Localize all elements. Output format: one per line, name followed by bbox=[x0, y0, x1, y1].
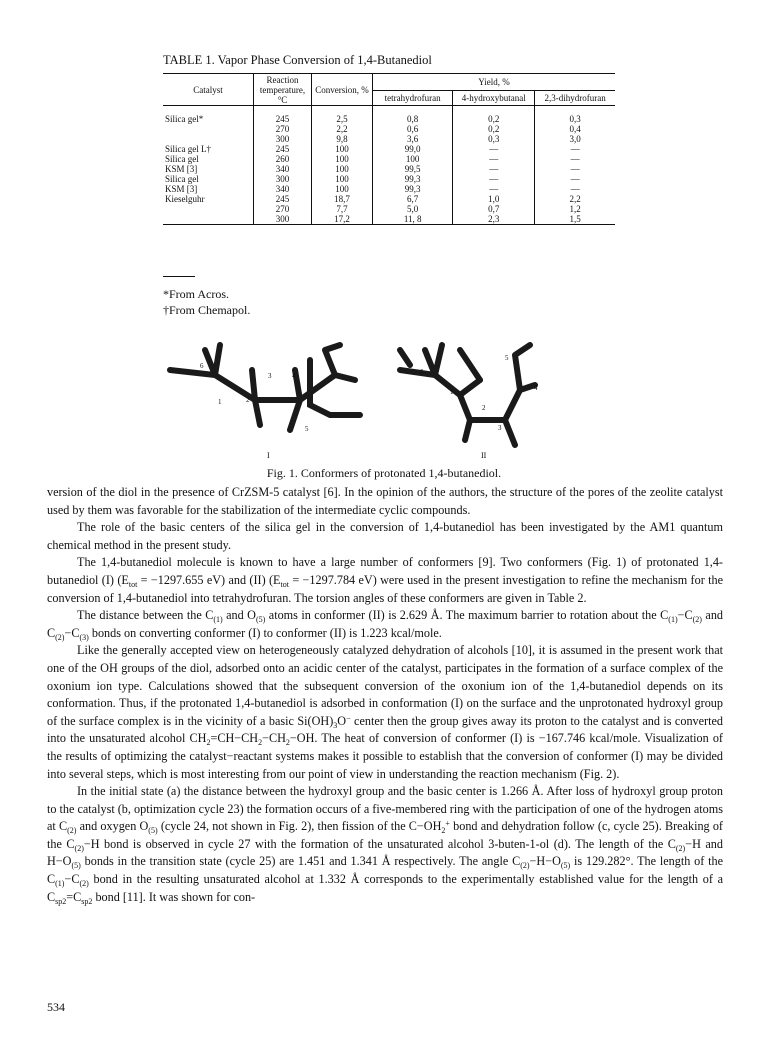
thf-cell: 99,0 100 99,5 99,3 99,3 6,7 5,0 11, 8 bbox=[373, 144, 453, 225]
conformer-label-II: II bbox=[481, 451, 487, 460]
paragraph: The distance between the $C_{(1)}$ and $O_{(5)}$ atoms in conformer (II) is 2.629 Å. The maximum barrier to rotation about the $C_{(1)}-C_{(2)}$ and $C_{(2)}-C_{(3)}$ bonds on converting conformer (I) to conformer (II) is 1.223 kcal/mole. bbox=[47, 608, 724, 642]
paragraph: Like the generally accepted view on heterogeneously catalyzed dehydration of alcohols [10], it is assumed in the present work that one of the OH groups of the diol, adsorbed onto an acidic center of the catalyst, participates in the formation of a surface complex of the oxonium ion type. Calculations showed that the subsequent conversion of the oxonium ion of the 1,4-butanediol depends on its conformation. Thus, if the protonated 1,4-butanediol is adsorbed in conformation (I) on the surface and the unprotonated hydroxyl group of the surface complex is in the vicinity of a basic $Si(OH)_3O^-$ center then the group gives away its proton to the catalyst and is converted into the unsaturated alcohol $CH_2=CH-CH_2-CH_2-OH$. The heat of conversion of conformer (I) is −167.746 kcal/mole. Visualization of the results of optimizing the catalyst−reactant systems makes it possible to establish that the conversion of conformer (I) may be divided into several steps, which is most interesting from our point of view in understanding the reaction mechanism (Fig. 2). bbox=[47, 643, 723, 781]
body-text bbox=[47, 484, 723, 906]
figure-caption: Fig. 1. Conformers of protonated 1,4-butanediol. bbox=[266, 466, 502, 480]
atom-label: 3 bbox=[498, 424, 502, 432]
dhf-cell: 0,3 0,4 3,0 bbox=[535, 114, 615, 144]
paragraph: The 1,4-butanediol molecule is known to have a large number of conformers [9]. Two conformers (Fig. 1) of protonated 1,4-butanediol (I) ($E_{tot} = -1297.655$ eV) and (II) ($E_{tot} = -1297.784$ eV) were used in the present investigation to refine the mechanism for the conversion of 1,4-butanediol into tetrahydrofuran. The torsion angles of these conformers are given in Table 2. bbox=[47, 555, 723, 605]
temp-cell: 245 260 340 300 340 245 270 300 bbox=[254, 144, 312, 225]
paragraph: The role of the basic centers of the silica gel in the conversion of 1,4-butanediol has been investigated by the AM1 quantum chemical method in the present study. bbox=[47, 520, 723, 552]
atom-label: 2 bbox=[246, 396, 250, 404]
atom-label: 3 bbox=[268, 372, 272, 380]
atom-label: 5 bbox=[505, 354, 509, 362]
atom-label: 4 bbox=[292, 372, 296, 380]
conformer-label-I: I bbox=[267, 451, 270, 460]
header-thf: tetrahydrofuran bbox=[373, 91, 453, 106]
footnote-chemapol: †From Chemapol. bbox=[163, 303, 251, 317]
table-row bbox=[163, 144, 615, 225]
table-row bbox=[163, 114, 615, 144]
atom-label: 1 bbox=[450, 388, 454, 396]
paragraph: version of the diol in the presence of CrZSM-5 catalyst [6]. In the opinion of the authors, the structure of the pores of the zeolite catalyst used by them was favorable for the stabilization of the intermediate cyclic compounds. bbox=[47, 485, 723, 517]
temp-cell: 245 270 300 bbox=[254, 114, 312, 144]
dhf-cell: — — — — — 2,2 1,2 1,5 bbox=[535, 144, 615, 225]
data-table bbox=[163, 73, 615, 225]
page-number: 534 bbox=[47, 1000, 65, 1014]
conformers-figure bbox=[160, 330, 620, 480]
atom-label: 2 bbox=[482, 404, 486, 412]
atom-label: 4 bbox=[534, 384, 538, 392]
conversion-cell: 100 100 100 100 100 18,7 7,7 17,2 bbox=[311, 144, 372, 225]
conformer-I-model bbox=[170, 345, 360, 430]
header-catalyst: Catalyst bbox=[163, 74, 254, 106]
header-temperature: Reaction temperature, °C bbox=[254, 74, 312, 106]
paragraph: In the initial state (a) the distance between the hydroxyl group and the basic center is 1.266 Å. After loss of hydroxyl group proton to the catalyst (b, optimization cycle 23) the formation occurs of a five-membered ring with the participation of one of the hydrogen atoms at $C_{(2)}$ and oxygen $O_{(5)}$ (cycle 24, not shown in Fig. 2), then fission of the $C-OH_2^+$ bond and dehydration follow (c, cycle 25). Breaking of the $C_{(2)}-H$ bond is observed in cycle 27 with the formation of the unsaturated alcohol 3-buten-1-ol (d). The length of the $C_{(2)}-H$ and $H-O_{(5)}$ bonds in the transition state (cycle 25) are 1.451 and 1.341 Å respectively. The angle $C_{(2)}-H-O_{(5)}$ is 129.282°. The length of the $C_{(1)}-C_{(2)}$ bond in the resulting unsaturated alcohol at 1.332 Å corresponds to the experimentally established value for the length of a $C_{sp2}=C_{sp2}$ bond [11]. It was shown for con- bbox=[47, 784, 723, 906]
atom-label: 1 bbox=[218, 398, 222, 406]
catalyst-cell: Silica gel* bbox=[165, 114, 204, 124]
conversion-cell: 2,5 2,2 9,8 bbox=[311, 114, 372, 144]
catalyst-cell: Silica gel L† Silica gel KSM [3] Silica gel KSM [3] Kieselguhr bbox=[163, 144, 254, 225]
header-dhf: 2,3-dihydrofuran bbox=[535, 91, 615, 106]
conformer-II-model bbox=[400, 345, 535, 445]
header-yield: Yield, % bbox=[373, 74, 615, 91]
footnote-acros: *From Acros. bbox=[163, 287, 229, 301]
atom-label: 6 bbox=[420, 368, 424, 376]
atom-label: 6 bbox=[200, 362, 204, 370]
thf-cell: 0,8 0,6 3,6 bbox=[373, 114, 453, 144]
atom-label: 5 bbox=[305, 425, 309, 433]
footnote-rule bbox=[163, 276, 195, 277]
table-title: TABLE 1. Vapor Phase Conversion of 1,4-Butanediol bbox=[163, 53, 432, 67]
hb-cell: — — — — — 1,0 0,7 2,3 bbox=[453, 144, 535, 225]
hb-cell: 0,2 0,2 0,3 bbox=[453, 114, 535, 144]
header-hb: 4-hydroxybutanal bbox=[453, 91, 535, 106]
header-conversion: Conversion, % bbox=[311, 74, 372, 106]
